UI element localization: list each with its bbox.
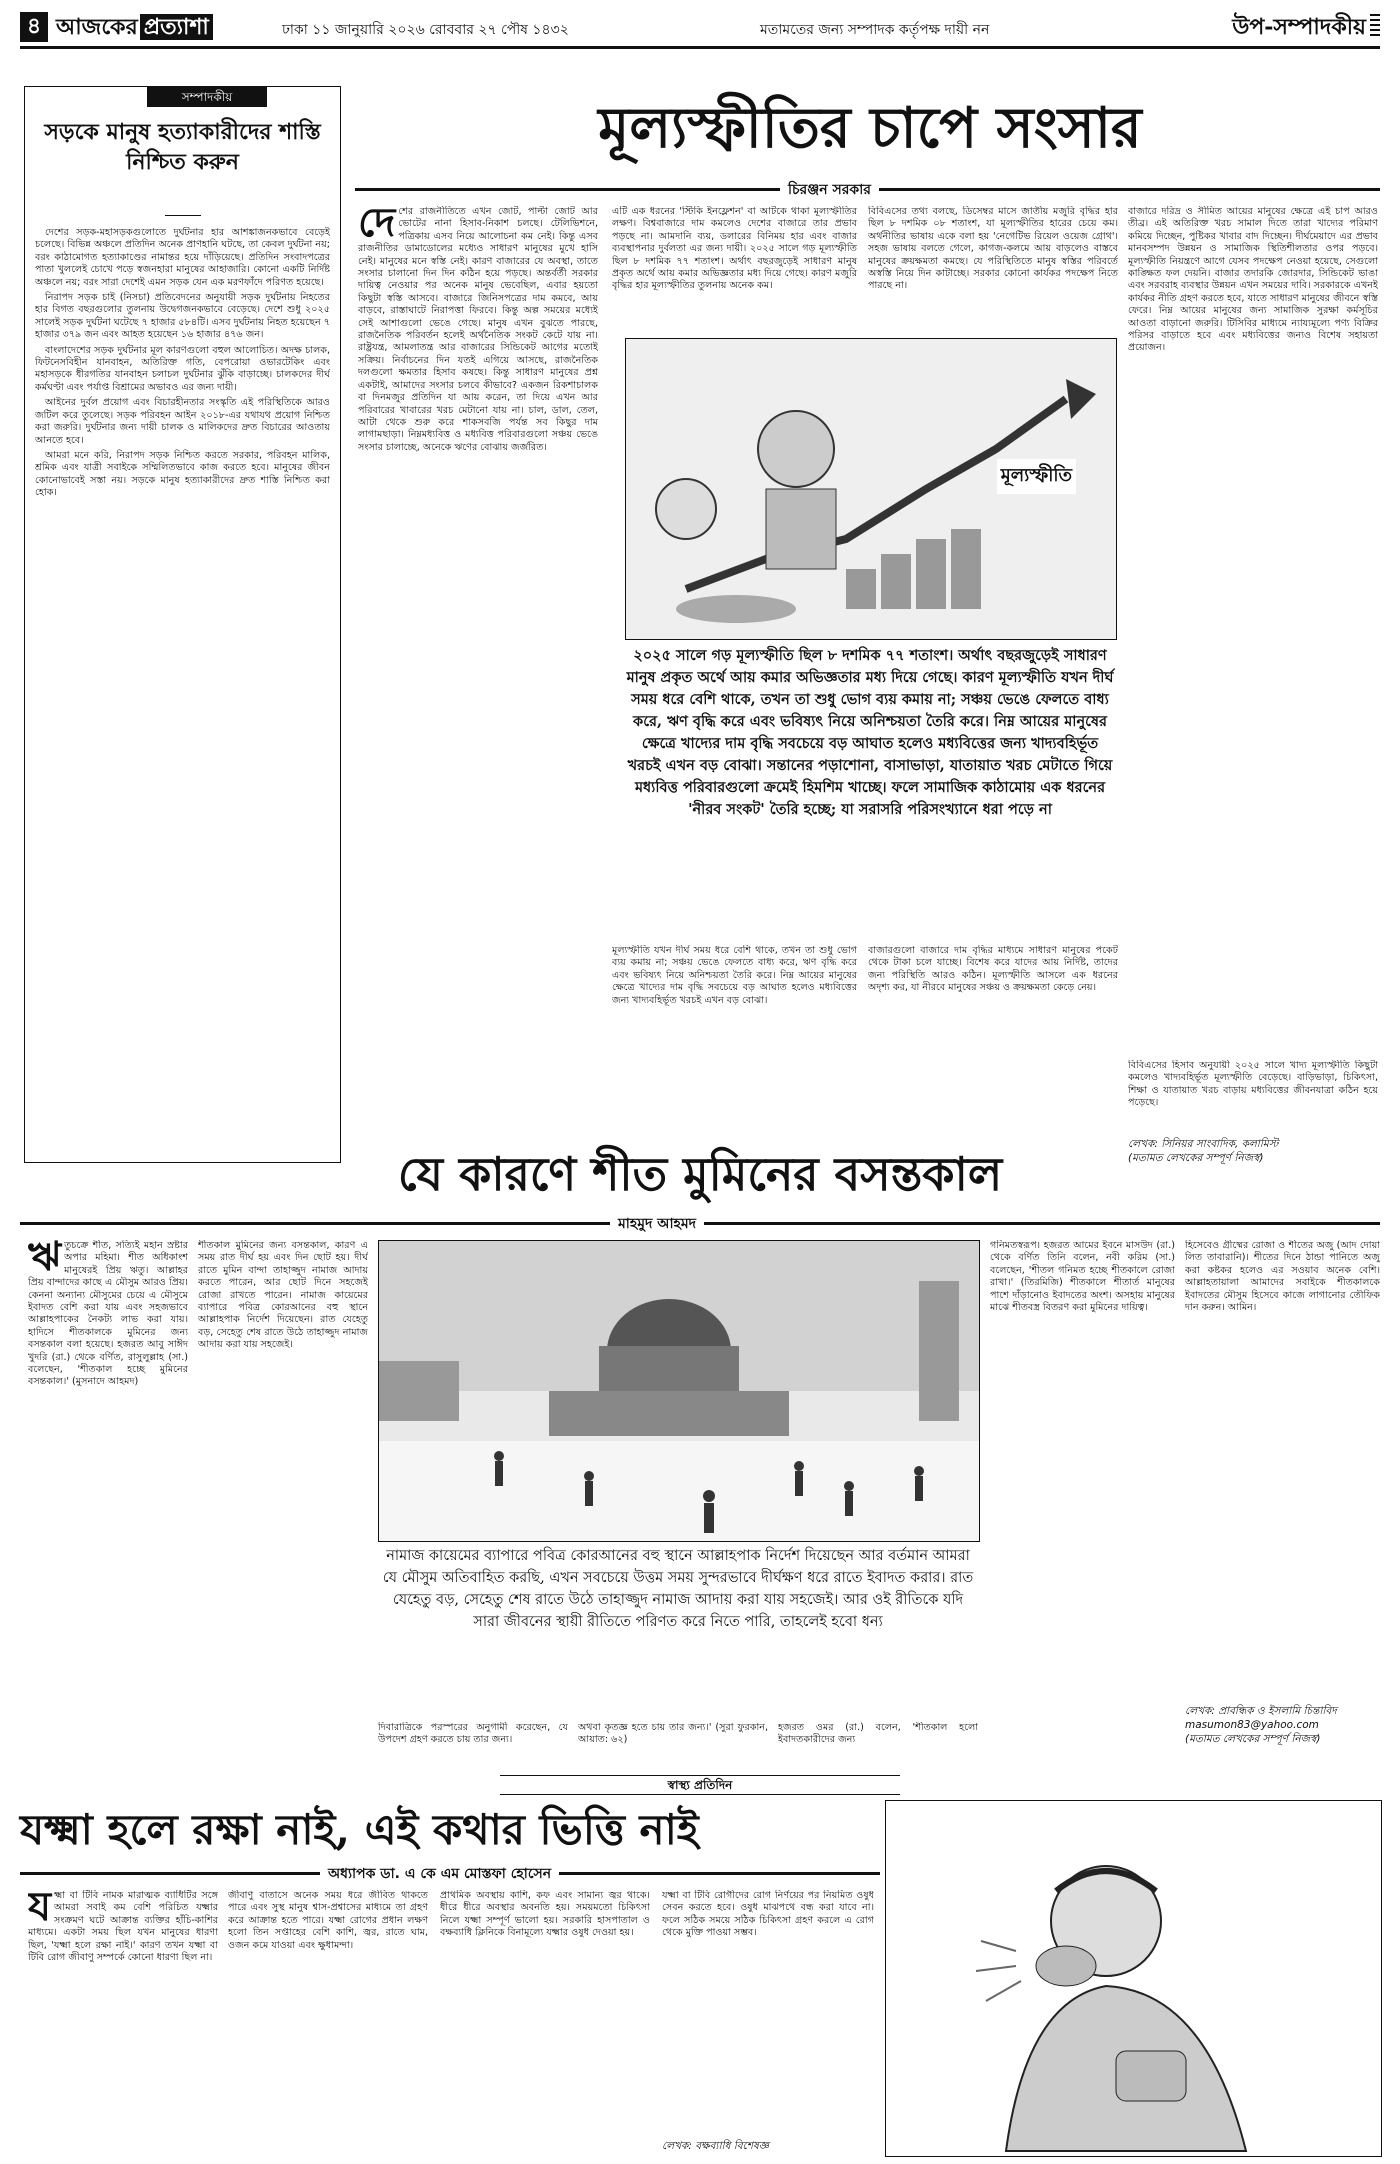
logo-part1: আজকের — [56, 14, 138, 40]
article3-column-1: য ক্ষ্মা বা টিবি নামক মারাত্মক ব্যাধিটির সঙ্গে আমরা সবাই কম বেশি পরিচিত যক্ষ্মার সংক্রমণ ঘটে আক্রান্ত ব্যক্তির হাঁচি-কাশির মাধ্যমে। একটা সময় ছিল যখন মানুষের ধারণা ছিল, 'যক্ষ্মা হলে রক্ষা নাই।' কারণ তখন যক্ষ্মা বা টিবি রোগ জীবাণু সম্পর্কে কোনো ধারণা ছিল না। — [28, 1890, 218, 1964]
article2-email[interactable]: masumon83@yahoo.com — [1185, 1719, 1319, 1731]
article2-author-note: লেখক: প্রাবন্ধিক ও ইসলামি চিন্তাবিদ — [1185, 1705, 1337, 1717]
image-label: মূল্যস্ফীতি — [997, 459, 1076, 494]
article2-dropcap: ঋ — [28, 1240, 62, 1280]
dateline: ঢাকা ১১ জানুয়ারি ২০২৬ রোববার ২৭ পৌষ ১৪৩২ — [282, 22, 569, 38]
coughing-man-svg — [886, 1801, 1381, 2156]
inflation-illustration[interactable] — [625, 338, 1117, 640]
mosque-snow-photo[interactable] — [378, 1240, 980, 1542]
article1-column-2: এটি এক ধরনের 'স্টিকি ইনফ্লেশন' বা আটকে থাকা মূল্যস্ফীতির লক্ষণ। বিশ্ববাজারে দাম কমলেও দেশের বাজারে তার প্রভাব পড়ছে না। আমদানি ব্যয়, ডলারের বিনিময় হার এবং বাজার ব্যবস্থাপনার দুর্বলতা এর জন্য দায়ী। ২০২৫ সালে গড় মূল্যস্ফীতি ছিল ৮ দশমিক ৭৭ শতাংশ। অর্থাৎ বছরজুড়েই সাধারণ মানুষ প্রকৃত অর্থে আয় কমার অভিজ্ঞতার মধ্য দিয়ে গেছে। কারণ মজুরি বৃদ্ধির হার মূল্যস্ফীতির তুলনায় অনেক কম। — [612, 206, 857, 292]
article2-byline: মাহমুদ আহমদ — [610, 1212, 704, 1236]
article2-column-3: গনিমতস্বরূপ। হজরত আমের ইবনে মাসউদ (রা.) থেকে বর্ণিত তিনি বলেন, নবী করিম (সা.) বলেছেন, 'শীতল গনিমত হচ্ছে শীতকালে রোজা রাখা।' (তিরমিজি) শীতকালে শীতার্ত মানুষের পাশে দাঁড়ানোও ইবাদতের অংশ। অসহায় মানুষের মাঝে শীতবস্ত্র বিতরণ করা মুমিনের দায়িত্ব। — [990, 1240, 1175, 1314]
editorial-paragraph: বাংলাদেশের সড়ক দুর্ঘটনার মূল কারণগুলো বহুল আলোচিত। অদক্ষ চালক, ফিটনেসবিহীন যানবাহন, অতিরিক্ত গতি, বেপরোয়া ওভারটেকিং এবং মহাসড়কে ধীরগতির যানবাহন চলাচল দুর্ঘটনার ঝুঁকি বাড়াচ্ছে। চালকদের দীর্ঘ কর্মঘণ্টা এবং পর্যাপ্ত বিশ্রামের অভাবও এর জন্য দায়ী। — [35, 344, 330, 393]
editorial-box — [24, 86, 341, 1163]
editorial-divider — [165, 215, 201, 216]
article3-author-note: লেখক: বক্ষব্যাধি বিশেষজ্ঞ — [662, 2140, 769, 2152]
article1-byline: চিরঞ্জন সরকার — [780, 178, 879, 202]
article2-disclaimer: (মতামত লেখকের সম্পূর্ণ নিজস্ব) — [1185, 1733, 1321, 1745]
health-banner: স্বাস্থ্য প্রতিদিন — [500, 1775, 900, 1795]
mosque-photo-svg — [379, 1241, 979, 1541]
article3-column-2: জীবাণু বাতাসে অনেক সময় ধরে জীবিত থাকতে পারে এবং সুস্থ মানুষ শ্বাস-প্রশ্বাসের মাধ্যমে তা গ্রহণ করে আক্রান্ত হতে পারে। যক্ষ্মা রোগের প্রধান লক্ষণ হলো তিন সপ্তাহের বেশি কাশি, জ্বর, রাতে ঘাম, ওজন কমে যাওয়া এবং ক্ষুধামন্দা। — [228, 1890, 428, 1951]
masthead-disclaimer: মতামতের জন্য সম্পাদক কর্তৃপক্ষ দায়ী নন — [760, 22, 990, 38]
article1-pullquote: ২০২৫ সালে গড় মূল্যস্ফীতি ছিল ৮ দশমিক ৭৭ শতাংশ। অর্থাৎ বছরজুড়েই সাধারণ মানুষ প্রকৃত অর্থে আয় কমার অভিজ্ঞতার মধ্য দিয়ে গেছে। কারণ মূল্যস্ফীতি যখন দীর্ঘ সময় ধরে বেশি থাকে, তখন তা শুধু ভোগ ব্যয় কমায় না; সঞ্চয় ভেঙে ফেলতে বাধ্য করে, ঋণ বৃদ্ধি করে এবং ভবিষ্যৎ নিয়ে অনিশ্চয়তা তৈরি করে। নিম্ন আয়ের মানুষের ক্ষেত্রে খাদ্যের দাম বৃদ্ধি সবচেয়ে বড় আঘাত হলেও মধ্যবিত্তের জন্য খাদ্যবহির্ভূত খরচই এখন বড় বোঝা। সন্তানের পড়াশোনা, বাসাভাড়া, যাতায়াত খরচ মেটাতে গিয়ে মধ্যবিত্ত পরিবারগুলো ক্রমেই হিমশিম খাচ্ছে। ফলে সামাজিক কাঠামোয় এক ধরনের 'নীরব সংকট' তৈরি হচ্ছে; যা সরাসরি পরিসংখ্যানে ধরা পড়ে না — [626, 647, 1114, 818]
article1-dropcap: দে — [358, 206, 396, 246]
article1-lower-col-1: মূল্যস্ফীতি যখন দীর্ঘ সময় ধরে বেশি থাকে, তখন তা শুধু ভোগ ব্যয় কমায় না; সঞ্চয় ভেঙে ফেলতে বাধ্য করে, ঋণ বৃদ্ধি করে এবং ভবিষ্যৎ নিয়ে অনিশ্চয়তা তৈরি করে। নিম্ন আয়ের মানুষের ক্ষেত্রে খাদ্যের দাম বৃদ্ধি সবচেয়ে বড় আঘাত হলেও মধ্যবিত্তের জন্য খাদ্যবহির্ভূত খরচই এখন বড় বোঝা। — [612, 945, 857, 1006]
coughing-man-illustration[interactable] — [885, 1800, 1382, 2157]
editorial-paragraph: আমরা মনে করি, নিরাপদ সড়ক নিশ্চিত করতে সরকার, পরিবহন মালিক, শ্রমিক এবং যাত্রী সবাইকে সম্মিলিতভাবে কাজ করতে হবে। মানুষের জীবন কোনোভাবেই সস্তা নয়। সড়কে মানুষ হত্যাকারীদের দ্রুত শাস্তি নিশ্চিত করা হোক। — [35, 449, 330, 499]
newspaper-logo[interactable] — [56, 10, 213, 47]
editorial-tag: সম্পাদকীয় — [147, 87, 267, 107]
article1-lower-col-3: বিবিএসের হিসাব অনুযায়ী ২০২৫ সালে খাদ্য মূল্যস্ফীতি কিছুটা কমলেও খাদ্যবহির্ভূত মূল্যস্ফীতি বেড়েছে। বাড়িভাড়া, চিকিৎসা, শিক্ষা ও যাতায়াত খরচ বাড়ায় মধ্যবিত্তের জীবনযাত্রা কঠিন হয়ে পড়েছে। — [1128, 1060, 1378, 1109]
article2-lower-col-1: দিবারাত্রিকে পরস্পরের অনুগামী করেছেন, যে উপদেশ গ্রহণ করতে চায় তার জন্য। — [378, 1722, 568, 1746]
article1-headline[interactable]: মূল্যস্ফীতির চাপে সংসার — [598, 95, 1142, 161]
decorative-bars — [1370, 14, 1380, 38]
logo-part2: প্রত্যাশা — [140, 14, 213, 40]
masthead — [20, 8, 1380, 49]
editorial-body — [35, 227, 330, 1152]
article2-headline[interactable]: যে কারণে শীত মুমিনের বসন্তকাল — [397, 1147, 1003, 1201]
section-title: উপ-সম্পাদকীয় — [1232, 14, 1366, 40]
article2-column-4: হিসেবেও গ্রীষ্মের রোজা ও শীতের অজু (আদ দোয়া লিত তাবারানি)। শীতের দিনে ঠান্ডা পানিতে অজু করা কষ্টকর হলেও এর সওয়াব অনেক বেশি। আল্লাহতায়ালা আমাদের সবাইকে শীতকালকে ইবাদতের মৌসুম হিসেবে কাজে লাগানোর তৌফিক দান করুন। আমিন। — [1185, 1240, 1380, 1314]
article1-column-4: বাজারে দরিদ্র ও সীমিত আয়ের মানুষের ক্ষেত্রে এই চাপ আরও তীব্র। এই অতিরিক্ত খরচ সামাল দিতে তারা খাদ্যের পরিমাণ কমিয়ে দিচ্ছেন, পুষ্টিকর খাবার বাদ দিচ্ছেন। দীর্ঘমেয়াদে এর প্রভাব মানবসম্পদ উন্নয়ন ও সামাজিক স্থিতিশীলতার ওপর পড়বে। মূল্যস্ফীতি নিয়ন্ত্রণে আগে যেসব পদক্ষেপ নেওয়া হয়েছে, সেগুলো কাঙ্ক্ষিত ফল দেয়নি। বাজার তদারকি জোরদার, সিন্ডিকেট ভাঙা এবং সরবরাহ ব্যবস্থার উন্নয়ন এখন সময়ের দাবি। সরকারকে এখনই কার্যকর নীতি গ্রহণ করতে হবে, যাতে সাধারণ মানুষের জীবনে স্বস্তি ফেরে। নিম্ন আয়ের মানুষের জন্য সামাজিক সুরক্ষা কর্মসূচির আওতা বাড়ানো জরুরি। টিসিবির মাধ্যমে ন্যায্যমূল্যে পণ্য বিক্রির পরিসর বাড়াতে হবে এবং মধ্যবিত্তের জন্যও বিশেষ সহায়তা প্রয়োজন। — [1128, 206, 1378, 354]
article3-headline[interactable]: যক্ষ্মা হলে রক্ষা নাই, এই কথার ভিত্তি নাই — [20, 1805, 699, 1854]
article1-author-note: লেখক: সিনিয়র সাংবাদিক, কলামিস্ট — [1128, 1138, 1279, 1150]
article1-column-3: বিবিএসের তথ্য বলছে, ডিসেম্বর মাসে জাতীয় মজুরি বৃদ্ধির হার ছিল ৮ দশমিক ০৮ শতাংশ, যা মূল্যস্ফীতির হারের চেয়ে কম। অর্থনীতির ভাষায় একে বলা হয় 'নেগেটিভ রিয়েল ওয়েজ গ্রোথ'। সহজ ভাষায় বলতে গেলে, কাগজ-কলমে আয় বাড়লেও বাস্তবে মানুষের ক্রয়ক্ষমতা কমছে। যে পরিস্থিতিতে মানুষ স্বস্তির পরিবর্তে অস্বস্তি নিয়ে দিন কাটাচ্ছে। সরকার কোনো কার্যকর পদক্ষেপ নিতে পারছে না। — [868, 206, 1118, 292]
article3-column-3: প্রাথমিক অবস্থায় কাশি, কফ এবং সামান্য জ্বর থাকে। ধীরে ধীরে অবস্থার অবনতি হয়। সময়মতো চিকিৎসা নিলে যক্ষ্মা সম্পূর্ণ ভালো হয়। সরকারি হাসপাতাল ও বক্ষব্যাধি ক্লিনিকে বিনামূল্যে যক্ষ্মার ওষুধ দেওয়া হয়। — [440, 1890, 650, 1939]
page-number: ৪ — [20, 12, 48, 42]
article3-dropcap: য — [28, 1890, 52, 1930]
article2-column-1: ঋ তুচক্রে শীত, সত্যিই মহান স্রষ্টার অপার মহিমা। শীত অধিকাংশ মানুষেরই প্রিয় ঋতু। আল্লাহর প্রিয় বান্দাদের কাছে এ মৌসুম আরও প্রিয়। কেননা অন্যান্য মৌসুমের চেয়ে এ মৌসুমে ইবাদত বেশি করা যায় এবং সহজভাবে আল্লাহপাকের নৈকট্য লাভ করা যায়। হাদিসে শীতকালকে মুমিনের জন্য বসন্তকাল বলা হয়েছে। হজরত আবু সাঈদ খুদরি (রা.) থেকে বর্ণিত, রাসুলুল্লাহ (সা.) বলেছেন, 'শীতকাল হচ্ছে মুমিনের বসন্তকাল।' (মুসনাদে আহমদ) — [28, 1240, 188, 1388]
article2-caption: নামাজ কায়েমের ব্যাপারে পবিত্র কোরআনের বহু স্থানে আল্লাহপাক নির্দেশ দিয়েছেন আর বর্তমান আমরা যে মৌসুম অতিবাহিত করছি, এখন সবচেয়ে উত্তম সময় সুন্দরভাবে দীর্ঘক্ষণ ধরে রাতে ইবাদত করার। রাত যেহেতু বড়, সেহেতু শেষ রাতে উঠে তাহাজ্জুদ নামাজ আদায় করা যায় সহজেই। আর ওই রীতিকে যদি সারা জীবনের স্থায়ী রীতিতে পরিণত করে নিতে পারি, তাহলেই হবো ধন্য — [382, 1548, 974, 1630]
article3-byline: অধ্যাপক ডা. এ কে এম মোস্তফা হোসেন — [320, 1862, 559, 1886]
editorial-paragraph: দেশের সড়ক-মহাসড়কগুলোতে দুর্ঘটনার হার আশঙ্কাজনকভাবে বেড়েই চলেছে। বিভিন্ন অঞ্চলে প্রতিদিন অনেক প্রাণহানি ঘটছে, তা কেবল দুর্ঘটনা নয়; বরং কাঠামোগত হত্যাকাণ্ডের নামান্তর হয়ে দাঁড়িয়েছে। প্রতিদিন সংবাদপত্রের পাতা খুললেই চোখে পড়ে স্বজনহারা মানুষের আহাজারি। কোনো একটি নির্দিষ্ট অঞ্চলে নয়; বরং সারা দেশেই এমন সড়ক যেন এক মরণফাঁদে পরিণত হয়েছে। — [35, 227, 330, 288]
editorial-paragraph: নিরাপদ সড়ক চাই (নিসচা) প্রতিবেদনের অনুযায়ী সড়ক দুর্ঘটনায় নিহতের হার বিগত বছরগুলোর তুলনায় উদ্বেগজনকভাবে বেড়েছে। দেশে শুধু ২০২৫ সালেই সড়ক দুর্ঘটনা ঘটেছে ৭ হাজার ৫৮৪টি। এসব দুর্ঘটনায় নিহত হয়েছেন ৭ হাজার ৩৭৯ জন এবং আহত হয়েছেন ১৬ হাজার ৪৭৬ জন। — [35, 292, 330, 341]
editorial-paragraph: আইনের দুর্বল প্রয়োগ এবং বিচারহীনতার সংস্কৃতি এই পরিস্থিতিকে আরও জটিল করে তুলেছে। সড়ক পরিবহন আইন ২০১৮-এর যথাযথ প্রয়োগ নিশ্চিত করা জরুরি। দুর্ঘটনার জন্য দায়ী চালক ও মালিকদের দ্রুত বিচারের আওতায় আনতে হবে। — [35, 397, 330, 446]
article2-column-2: শীতকাল মুমিনের জন্য বসন্তকাল, কারণ এ সময় রাত দীর্ঘ হয় এবং দিন ছোট হয়। দীর্ঘ রাতে মুমিন বান্দা তাহাজ্জুদ নামাজ আদায় করতে পারেন, আর ছোট দিনে সহজেই রোজা রাখতে পারেন। নামাজ কায়েমের ব্যাপারে পবিত্র কোরআনের বহু স্থানে আল্লাহপাক নির্দেশ দিয়েছেন। রাত যেহেতু বড়, সেহেতু শেষ রাতে উঠে তাহাজ্জুদ নামাজ আদায় করা যায় সহজেই। — [198, 1240, 368, 1351]
article1-disclaimer: (মতামত লেখকের সম্পূর্ণ নিজস্ব) — [1128, 1152, 1264, 1164]
editorial-title[interactable]: সড়কে মানুষ হত্যাকারীদের শাস্তি নিশ্চিত করুন — [44, 119, 321, 175]
article1-column-1: দে শের রাজনীতিতে এখন জোট, পাল্টা জোট আর ভোটের নানা হিসাব-নিকাশ চলছে। টেলিভিশনে, পত্রিকায় এসব নিয়ে আলোচনা কম নেই। কিন্তু এসব রাজনীতির ডামাডোলের মধ্যেও সাধারণ মানুষের মুখে হাসি নেই। মানুষের মনে স্বস্তি নেই। কারণ বাজারের যে অবস্থা, তাতে সংসার চালানো দিন দিন কঠিন হয়ে পড়ছে। অন্তর্বর্তী সরকার দায়িত্ব নেওয়ার পর অনেক মানুষ ভেবেছিল, এবার হয়তো কিছুটা স্বস্তি আসবে। বাজারে জিনিসপত্রের দাম কমবে, আয় বাড়বে, রাস্তাঘাটে নিরাপত্তা ফিরবে। কিন্তু অল্প সময়ের মধ্যেই সেই আশাগুলো ভেঙে গেছে। মানুষ এখন বুঝতে পারছে, রাজনৈতিক পরিবর্তন হলেই অর্থনৈতিক সংকট কেটে যায় না। রাষ্ট্রযন্ত্র, আমলাতন্ত্র আর বাজারের সিন্ডিকেট আগের মতোই সক্রিয়। নির্বাচনের দিন যতই এগিয়ে আসছে, রাজনৈতিক দলগুলো ক্ষমতার হিসাব কষছে। কিন্তু সাধারণ মানুষের প্রশ্ন একটাই, আমাদের সংসার চলবে কীভাবে? একজন রিকশাচালক বা দিনমজুর প্রতিদিন যা আয় করেন, তা দিয়ে এখন আর পরিবারের খাবারের খরচ মেটানো যায় না। চাল, ডাল, তেল, আটা থেকে শুরু করে শাকসবজি পর্যন্ত সব কিছুর দাম লাগামছাড়া। নিম্নমধ্যবিত্ত ও মধ্যবিত্ত পরিবারগুলো সঞ্চয় ভেঙে সংসার চালাচ্ছে, অনেকে ঋণের বোঝায় জর্জরিত। — [358, 206, 598, 453]
article3-column-4: যক্ষ্মা বা টিবি রোগীদের রোগ নির্ণয়ের পর নিয়মিত ওষুধ সেবন করতে হবে। ওষুধ মাঝপথে বন্ধ করা যাবে না। ফলে সঠিক সময়ে সঠিক চিকিৎসা গ্রহণ করলে এ রোগ থেকে মুক্তি পাওয়া সম্ভব। — [662, 1890, 874, 1939]
article2-lower-col-2: অথবা কৃতজ্ঞ হতে চায় তার জন্য।' (সুরা ফুরকান, আয়াত: ৬২) — [578, 1722, 768, 1746]
article1-lower-col-2: বাজারগুলো বাজারে দাম বৃদ্ধির মাধ্যমে সাধারণ মানুষের পকেট থেকে টাকা চলে যাচ্ছে। বিশেষ করে যাদের আয় নির্দিষ্ট, তাদের জন্য পরিস্থিতি আরও কঠিন। মূল্যস্ফীতি আসলে এক ধরনের অদৃশ্য কর, যা নীরবে মানুষের সঞ্চয় ও ক্রয়ক্ষমতা কেড়ে নেয়। — [868, 945, 1118, 994]
article2-lower-col-3: হজরত ওমর (রা.) বলেন, 'শীতকাল হলো ইবাদতকারীদের জন্য — [778, 1722, 978, 1746]
